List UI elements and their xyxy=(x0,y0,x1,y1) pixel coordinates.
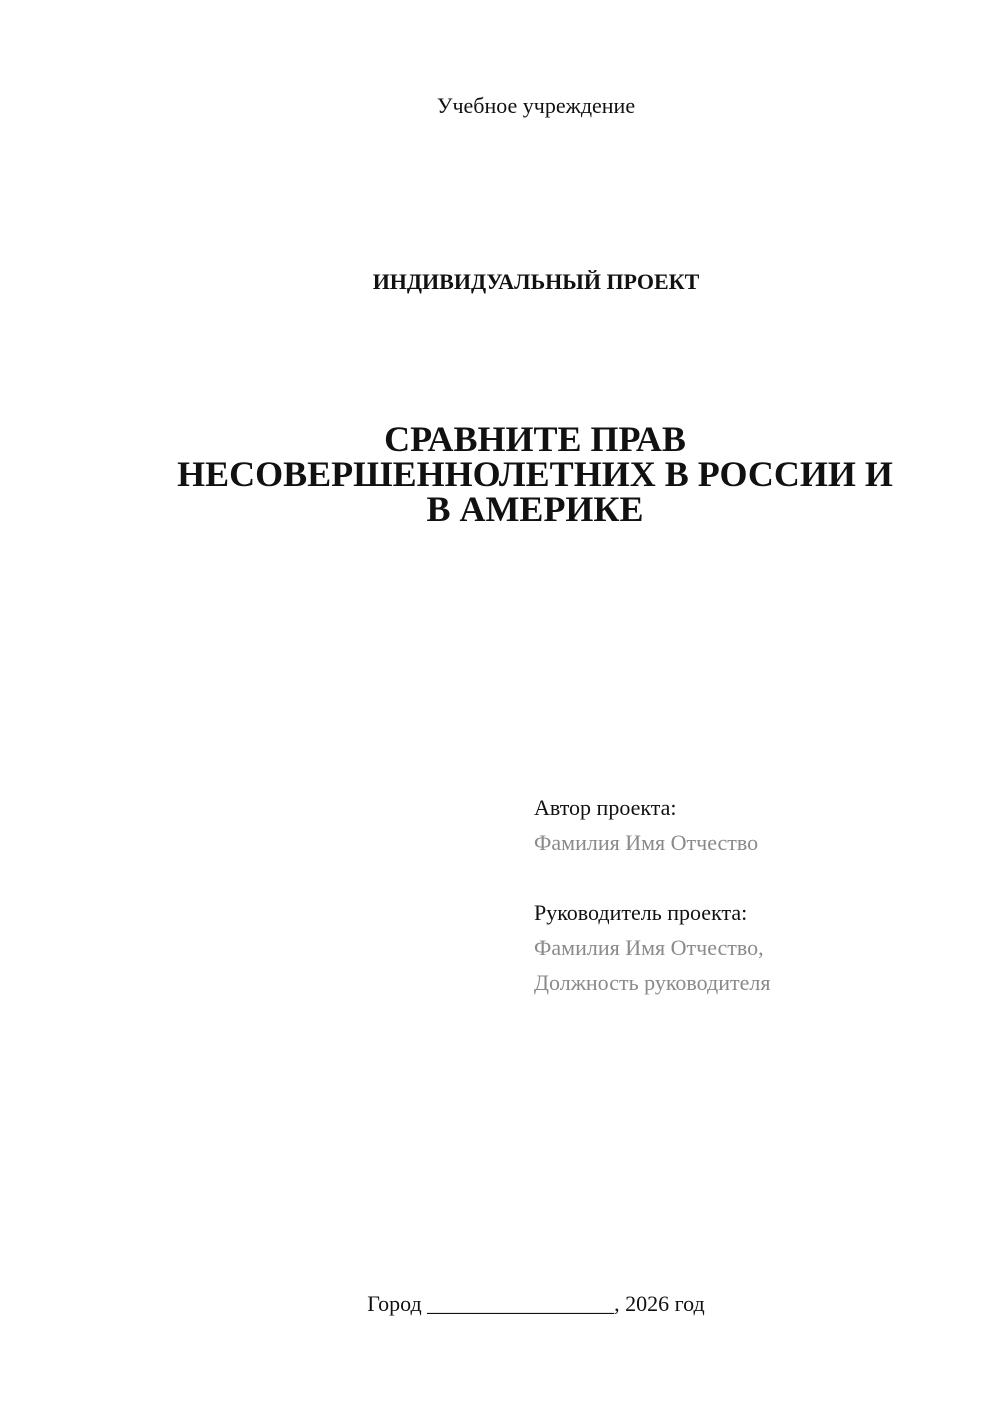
supervisor-label: Руководитель проекта: xyxy=(534,900,748,925)
project-title-line-3: В АМЕРИКЕ xyxy=(426,489,644,529)
author-label: Автор проекта: xyxy=(534,795,677,820)
document-type: ИНДИВИДУАЛЬНЫЙ ПРОЕКТ xyxy=(372,269,700,294)
project-title-line-1: СРАВНИТЕ ПРАВ xyxy=(384,419,686,459)
supervisor-position: Должность руководителя xyxy=(534,970,771,995)
supervisor-name: Фамилия Имя Отчество, xyxy=(534,935,764,960)
city-year-line: Город _________________, 2026 год xyxy=(367,1291,705,1316)
project-title xyxy=(150,419,920,529)
project-credits xyxy=(534,790,954,1000)
institution-name: Учебное учреждение xyxy=(436,93,636,118)
project-title-line-2: НЕСОВЕРШЕННОЛЕТНИХ В РОССИИ И xyxy=(177,454,893,494)
credits-spacer xyxy=(534,860,954,895)
author-name: Фамилия Имя Отчество xyxy=(534,830,759,855)
